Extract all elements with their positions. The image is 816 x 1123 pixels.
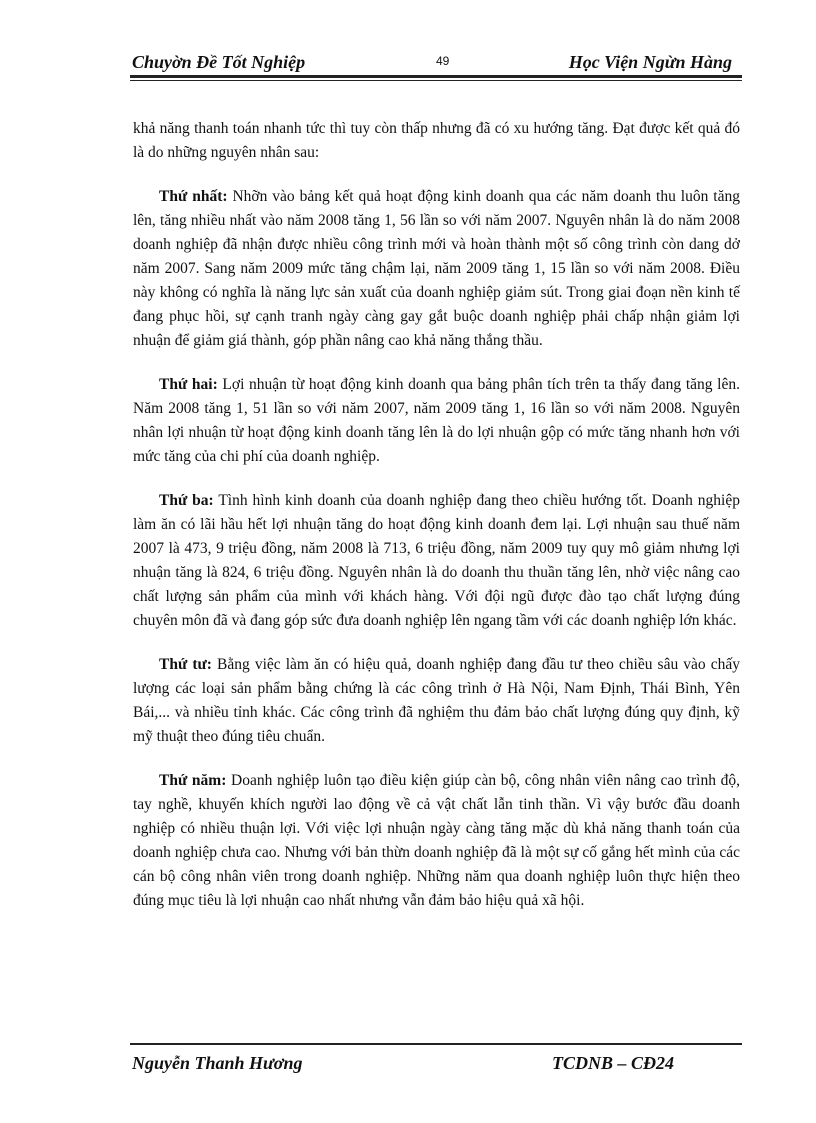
paragraph-5 [133,769,740,913]
footer-rule [130,1043,742,1045]
page-footer [132,1053,732,1075]
paragraph-2-lead: Thứ hai: [159,376,218,393]
paragraph-4 [133,653,740,749]
intro-paragraph: khả năng thanh toán nhanh tức thì tuy còn thấp nhưng đã có xu hướng tăng. Đạt được kết quả đó là do những nguyên nhân sau: [133,120,740,161]
paragraph-4-lead: Thứ tư: [159,656,212,673]
footer-author: Nguyễn Thanh Hương [132,1053,303,1073]
paragraph-1 [133,185,740,353]
paragraph-3-text: Tình hình kinh doanh của doanh nghiệp đang theo chiều hướng tốt. Doanh nghiệp làm ăn có lãi hầu hết lợi nhuận tăng do hoạt động kinh doanh đem lại. Lợi nhuận sau thuế năm 2007 là 473, 9 triệu đồng, năm 2008 là 713, 6 triệu đồng, năm 2009 tuy quy mô giảm nhưng lợi nhuận tăng là 824, 6 triệu đồng. Nguyên nhân là do doanh thu thuần tăng lên, nhờ việc nâng cao chất lượng sản phẩm của mình với khách hàng. Với đội ngũ được đào tạo chất lượng đúng chuyên môn đã và đang góp sức đưa doanh nghiệp lên ngang tầm với các doanh nghiệp lớn khác. [133,492,740,629]
paragraph-1-lead: Thứ nhất: [159,188,228,205]
paragraph-3 [133,489,740,633]
header-title: Chuyờn Đề Tốt Nghiệp [132,52,306,72]
page-header [132,52,732,74]
header-rule-thin [130,80,742,81]
paragraph-2-text: Lợi nhuận từ hoạt động kinh doanh qua bảng phân tích trên ta thấy đang tăng lên. Năm 2008 tăng 1, 51 lần so với năm 2007, năm 2009 tăng 1, 16 lần so với năm 2008. Nguyên nhân lợi nhuận từ hoạt động kinh doanh tăng lên là do lợi nhuận gộp có mức tăng nhanh hơn với mức tăng của chi phí của doanh nghiệp. [133,376,740,465]
header-institution: Học Viện Ngừn Hàng [568,52,732,72]
paragraph-3-lead: Thứ ba: [159,492,214,509]
paragraph-1-text: Nhỡn vào bảng kết quả hoạt động kinh doanh qua các năm doanh thu luôn tăng lên, tăng nhiều nhất vào năm 2008 tăng 1, 56 lần so với năm 2007. Nguyên nhân là do năm 2008 doanh nghiệp đã nhận được nhiều công trình mới và hoàn thành một số công trình còn dang dở năm 2007. Sang năm 2009 mức tăng chậm lại, năm 2009 tăng 1, 15 lần so với năm 2008. Điều này không có nghĩa là năng lực sản xuất của doanh nghiệp giảm sút. Trong giai đoạn nền kinh tế đang phục hồi, sự cạnh tranh ngày càng gay gắt buộc doanh nghiệp phải chấp nhận giảm lợi nhuận để giảm giá thành, góp phần nâng cao khả năng thắng thầu. [133,188,740,349]
paragraph-5-text: Doanh nghiệp luôn tạo điều kiện giúp càn bộ, công nhân viên nâng cao trình độ, tay nghề, khuyến khích người lao động về cả vật chất lẫn tinh thần. Vì vậy bước đầu doanh nghiệp có nhiều thuận lợi. Với việc lợi nhuận ngày càng tăng mặc dù khả năng thanh toán của doanh nghiệp chưa cao. Nhưng với bản thừn doanh nghiệp đã là một sự cố gắng hết mình của các cán bộ công nhân viên trong doanh nghiệp. Những năm qua doanh nghiệp luôn thực hiện theo đúng mục tiêu là lợi nhuận cao nhất nhưng vẫn đảm bảo hiệu quả xã hội. [133,772,740,909]
paragraph-5-lead: Thứ năm: [159,772,227,789]
header-rule [130,75,742,78]
document-body [133,117,740,933]
footer-class-code: TCDNB – CĐ24 [552,1053,675,1073]
paragraph-2 [133,373,740,469]
paragraph-4-text: Bằng việc làm ăn có hiệu quả, doanh nghiệp đang đầu tư theo chiều sâu vào chấy lượng các loại sản phẩm bằng chứng là các công trình ở Hà Nội, Nam Định, Thái Bình, Yên Bái,... và nhiều tỉnh khác. Các công trình đã nghiệm thu đảm bảo chất lượng đúng quy định, kỹ mỹ thuật theo đúng tiêu chuẩn. [133,656,741,745]
page-number: 49 [436,54,450,68]
